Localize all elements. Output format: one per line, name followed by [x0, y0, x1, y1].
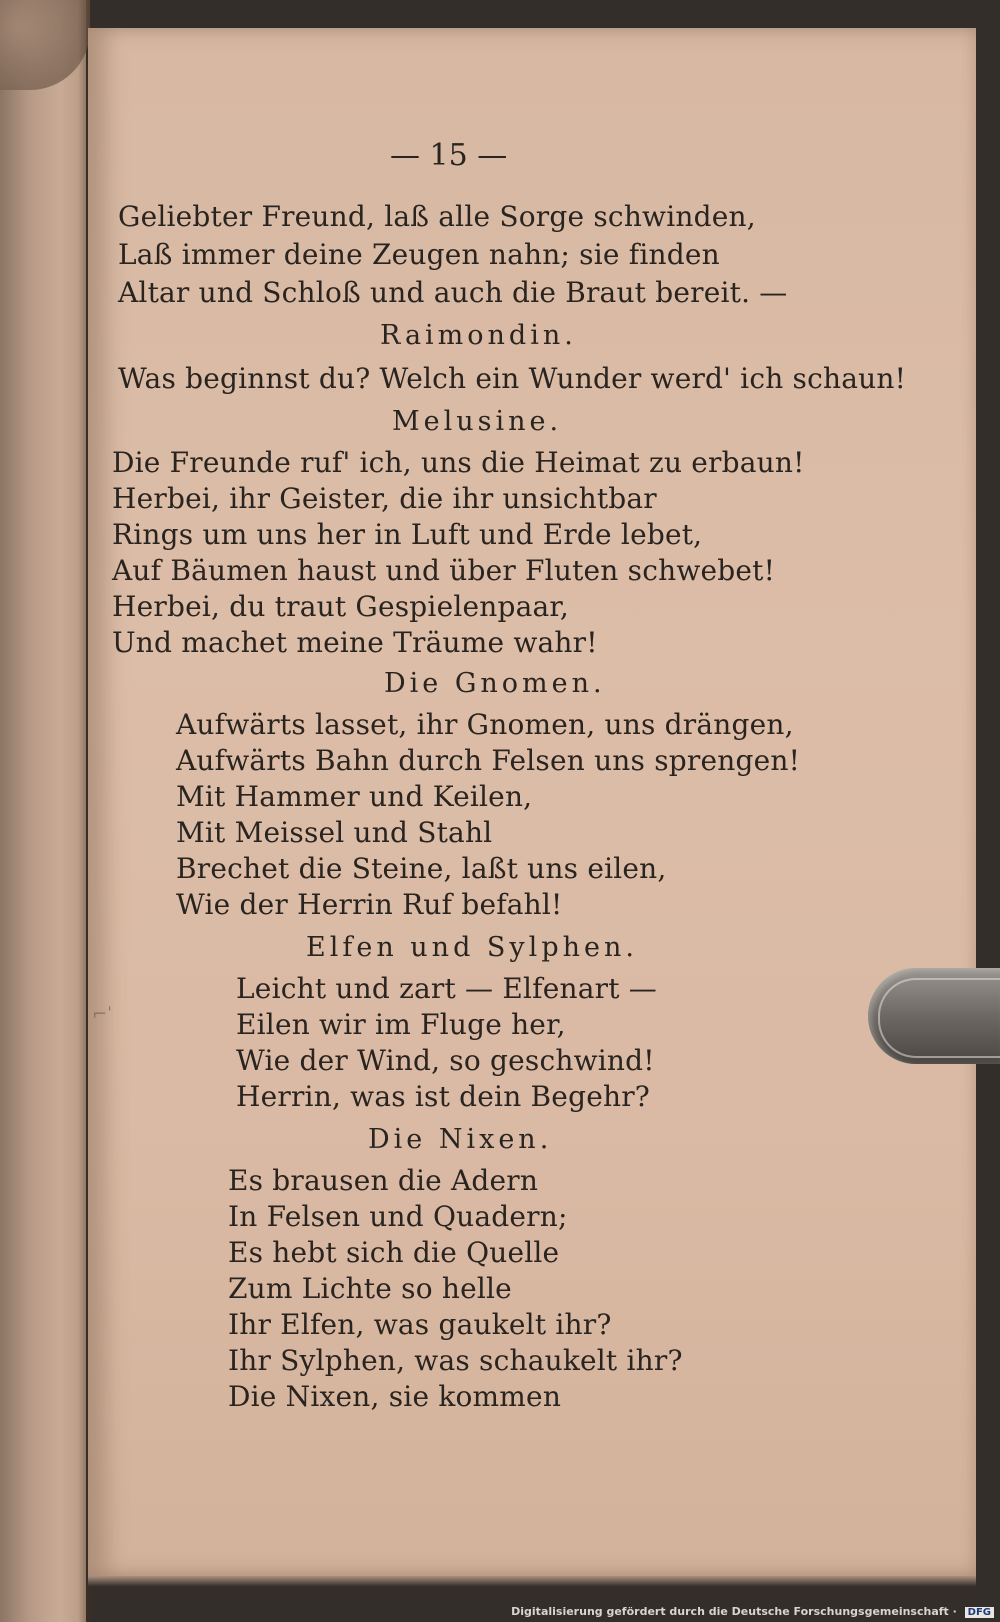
page-tab-outline [878, 978, 1000, 1058]
speaker-name: Melusine. [392, 406, 563, 437]
verse-line: Aufwärts lasset, ihr Gnomen, uns drängen, [176, 708, 794, 741]
verse-line: Geliebter Freund, laß alle Sorge schwinden, [118, 200, 756, 233]
verse-line: Mit Meissel und Stahl [176, 816, 493, 849]
verse-line: Herbei, ihr Geister, die ihr unsichtbar [112, 482, 657, 515]
verse-line: Herrin, was ist dein Begehr? [236, 1080, 651, 1113]
verse-line: Was beginnst du? Welch ein Wunder werd' ich schaun! [118, 362, 907, 395]
digitization-credit: Digitalisierung gefördert durch die Deutsche Forschungsgemeinschaft · DFG [511, 1605, 994, 1618]
verse-line: Leicht und zart — Elfenart — [236, 972, 657, 1005]
verse-line: Mit Hammer und Keilen, [176, 780, 533, 813]
verse-line: Ihr Sylphen, was schaukelt ihr? [228, 1344, 683, 1377]
verse-line: Aufwärts Bahn durch Felsen uns sprengen! [176, 744, 801, 777]
verse-line: Und machet meine Träume wahr! [112, 626, 598, 659]
verse-line: Wie der Wind, so geschwind! [236, 1044, 655, 1077]
verse-line: Wie der Herrin Ruf befahl! [176, 888, 563, 921]
speaker-name: Elfen und Sylphen. [306, 932, 638, 963]
verse-line: Es hebt sich die Quelle [228, 1236, 560, 1269]
verse-line: Zum Lichte so helle [228, 1272, 512, 1305]
credit-text: Digitalisierung gefördert durch die Deutsche Forschungsgemeinschaft [511, 1605, 949, 1618]
speaker-name: Die Gnomen. [384, 668, 606, 699]
verse-line: Eilen wir im Fluge her, [236, 1008, 566, 1041]
verse-line: In Felsen und Quadern; [228, 1200, 568, 1233]
page-bottom-edge [88, 1576, 976, 1586]
speaker-name: Raimondin. [380, 320, 577, 351]
left-facing-page [0, 0, 86, 1622]
verse-line: Die Nixen, sie kommen [228, 1380, 562, 1413]
verse-line: Altar und Schloß und auch die Braut bereit. — [118, 276, 788, 309]
dfg-logo: DFG [965, 1607, 994, 1618]
margin-mark: ⌐ˈ [92, 1004, 113, 1025]
page-number: — 15 — [390, 138, 508, 173]
speaker-name: Die Nixen. [368, 1124, 553, 1155]
verse-line: Auf Bäumen haust und über Fluten schwebet! [112, 554, 776, 587]
verse-line: Rings um uns her in Luft und Erde lebet, [112, 518, 703, 551]
verse-line: Herbei, du traut Gespielenpaar, [112, 590, 570, 623]
verse-line: Die Freunde ruf' ich, uns die Heimat zu erbaun! [112, 446, 805, 479]
verse-line: Laß immer deine Zeugen nahn; sie finden [118, 238, 720, 271]
verse-line: Ihr Elfen, was gaukelt ihr? [228, 1308, 612, 1341]
verse-line: Es brausen die Adern [228, 1164, 539, 1197]
verse-line: Brechet die Steine, laßt uns eilen, [176, 852, 667, 885]
